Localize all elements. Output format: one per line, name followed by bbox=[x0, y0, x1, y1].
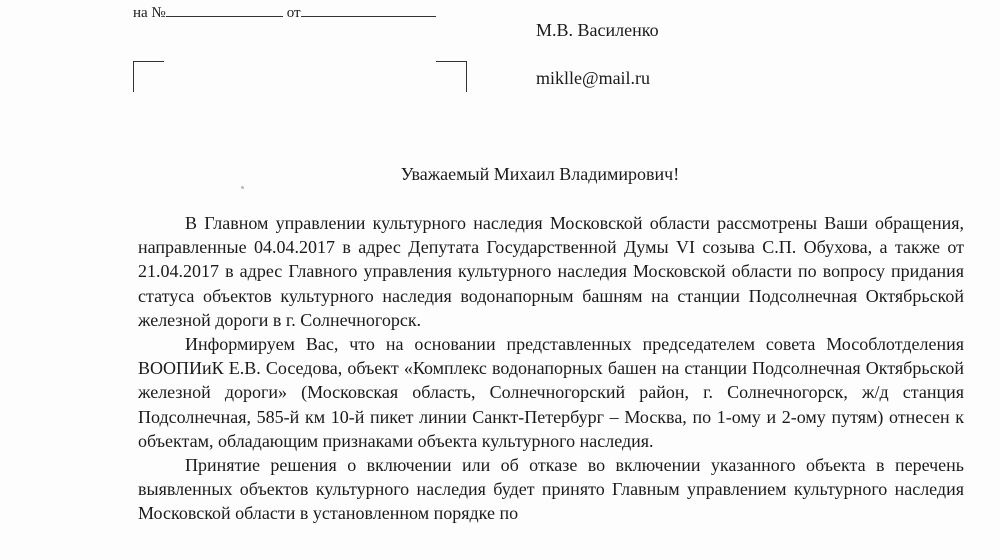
address-frame-corner-left bbox=[133, 61, 164, 92]
reference-date-label: от bbox=[286, 5, 301, 21]
paragraph: В Главном управлении культурного наследия Московской области рассмотрены Ваши обращения, направленные 04.04.2017 в адрес Депутата Государственной Думы VI созыва С.П. Обухова, а также от 21.04.2017 в адрес Главного управления культурного наследия Московской области по вопросу придания статуса объектов культурного наследия водонапорным башням на станции Подсолнечная Октябрьской железной дороги в г. Солнечногорск. bbox=[138, 213, 964, 330]
paragraph: Информируем Вас, что на основании представленных председателем совета Мособлотделения ВООПИиК Е.В. Соседова, объект «Комплекс водонапорных башен на станции Подсолнечная Октябрьской железной дороги» (Московская область, Солнечногорский район, г. Солнечногорск, ж/д станция Подсолнечная, 585-й км 10-й пикет линии Санкт-Петербург – Москва, по 1-ому и 2-ому путям) отнесен к объектам, обладающим признаками объекта культурного наследия. bbox=[138, 334, 964, 451]
paragraph: Принятие решения о включении или об отказе во включении указанного объекта в перечень выявленных объектов культурного наследия будет принято Главным управлением культурного наследия Московской области в установленном порядке по bbox=[138, 455, 964, 524]
recipient-email: miklle@mail.ru bbox=[536, 68, 651, 88]
reference-number-label: на № bbox=[133, 5, 166, 21]
scan-speck bbox=[241, 186, 244, 189]
reference-date-blank bbox=[301, 4, 436, 17]
greeting: Уважаемый Михаил Владимирович! bbox=[400, 164, 680, 184]
reference-number-blank bbox=[166, 4, 283, 17]
address-frame-corner-right bbox=[436, 61, 467, 92]
recipient-name: М.В. Василенко bbox=[536, 20, 659, 40]
reference-line bbox=[133, 4, 436, 22]
letter-body bbox=[138, 211, 964, 526]
